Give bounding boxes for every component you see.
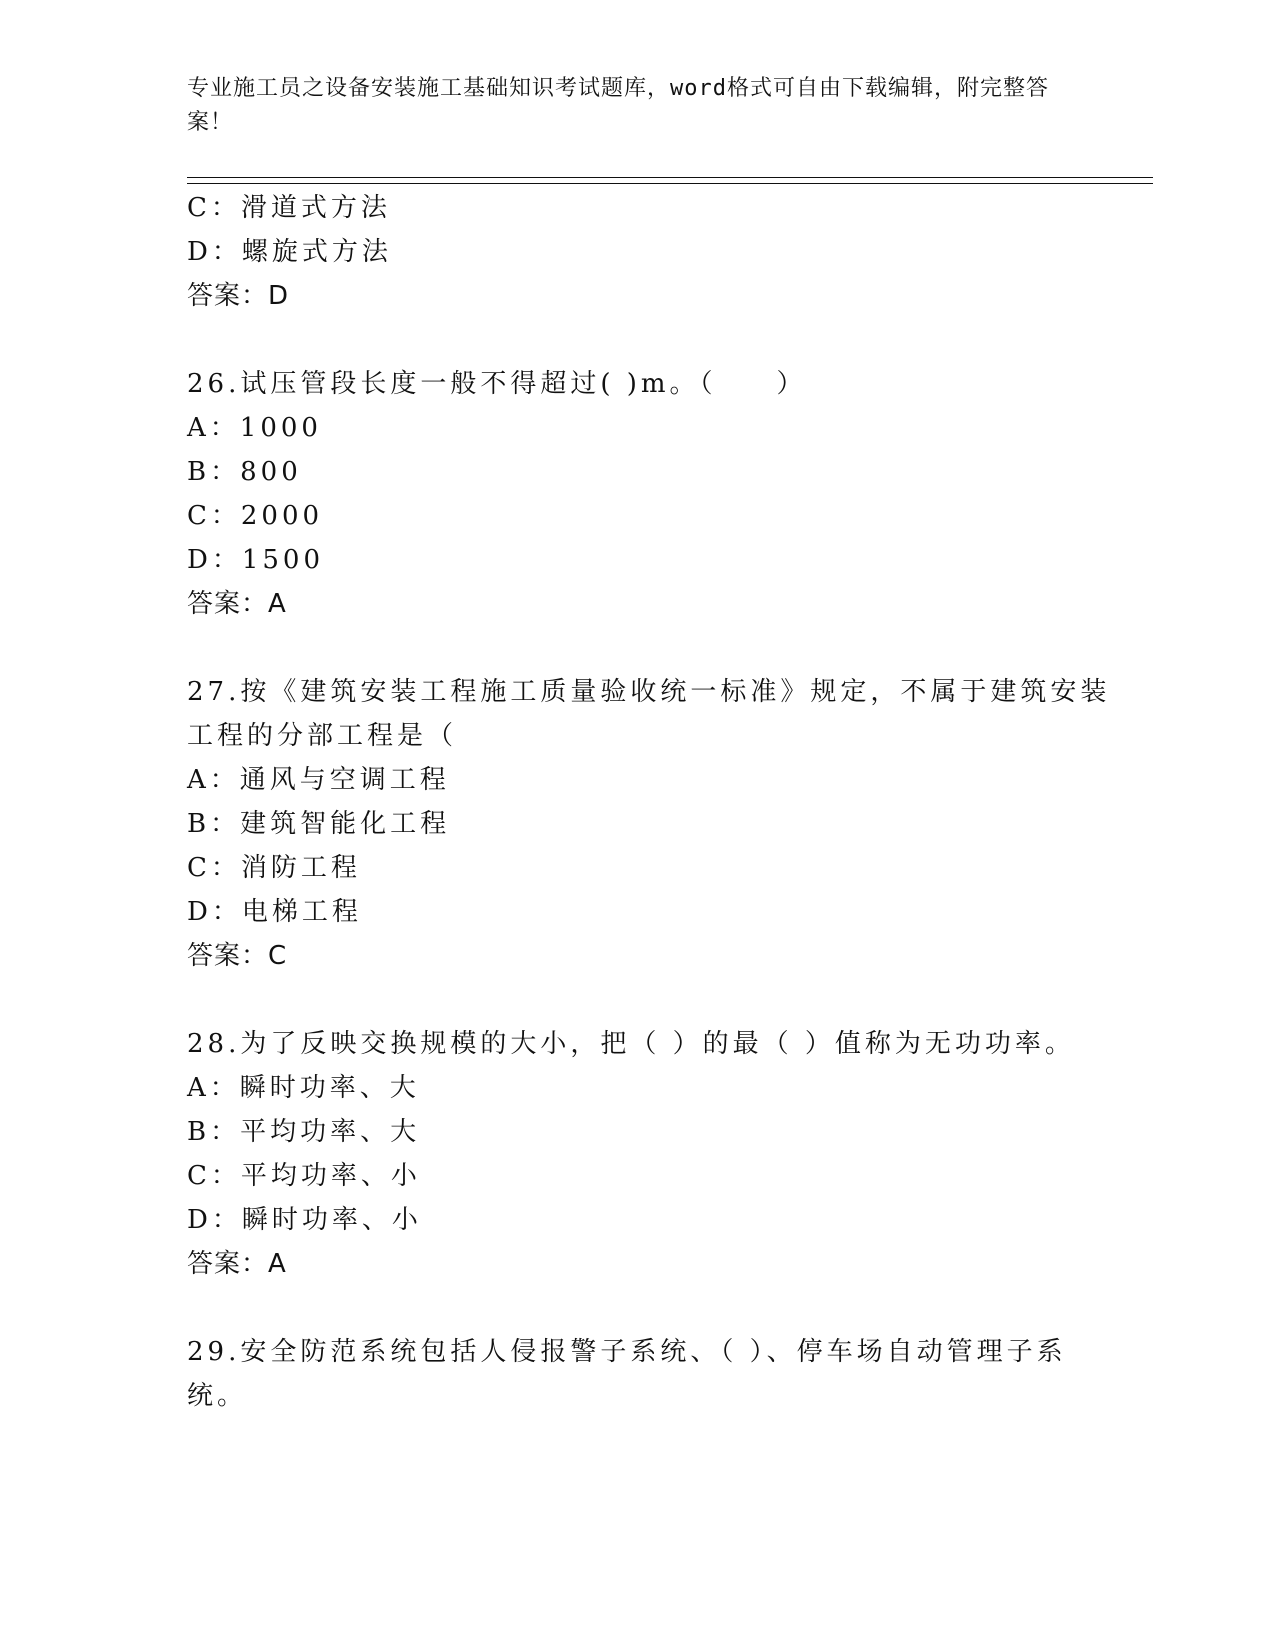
q27-option-d: D：电梯工程 (187, 897, 362, 927)
q27-answer: 答案：C (187, 941, 288, 971)
header-divider-top (187, 177, 1153, 178)
q29-stem-line1: 29.安全防范系统包括人侵报警子系统、（ ）、停车场自动管理子系 (187, 1337, 1067, 1367)
q26-stem: 26.试压管段长度一般不得超过( )m。（ ） (187, 369, 807, 399)
q25-option-c: C：滑道式方法 (187, 193, 391, 223)
q28-answer: 答案：A (187, 1249, 287, 1279)
q29-stem-line2: 统。 (187, 1381, 248, 1411)
q27-option-b: B：建筑智能化工程 (187, 809, 451, 839)
q28-stem: 28.为了反映交换规模的大小，把（ ）的最（ ）值称为无功功率。 (187, 1029, 1075, 1059)
q28-option-a: A：瞬时功率、大 (187, 1073, 420, 1103)
document-header: 专业施工员之设备安装施工基础知识考试题库，word格式可自由下载编辑，附完整答案！ (187, 76, 1049, 135)
q26-option-c: C：2000 (187, 501, 324, 531)
q25-option-d: D：螺旋式方法 (187, 237, 392, 267)
header-divider-bottom (187, 183, 1153, 184)
q28-option-b: B：平均功率、大 (187, 1117, 421, 1147)
q28-option-c: C：平均功率、小 (187, 1161, 421, 1191)
q27-stem-line2: 工程的分部工程是（ (187, 721, 458, 751)
q26-option-b: B：800 (187, 457, 302, 487)
q27-stem-line1: 27.按《建筑安装工程施工质量验收统一标准》规定，不属于建筑安装 (187, 677, 1111, 707)
q26-option-d: D：1500 (187, 545, 325, 575)
q27-option-c: C：消防工程 (187, 853, 361, 883)
q26-option-a: A：1000 (187, 413, 322, 443)
q28-option-d: D：瞬时功率、小 (187, 1205, 422, 1235)
q26-answer: 答案：A (187, 589, 287, 619)
q25-answer: 答案：D (187, 281, 290, 311)
q27-option-a: A：通风与空调工程 (187, 765, 450, 795)
